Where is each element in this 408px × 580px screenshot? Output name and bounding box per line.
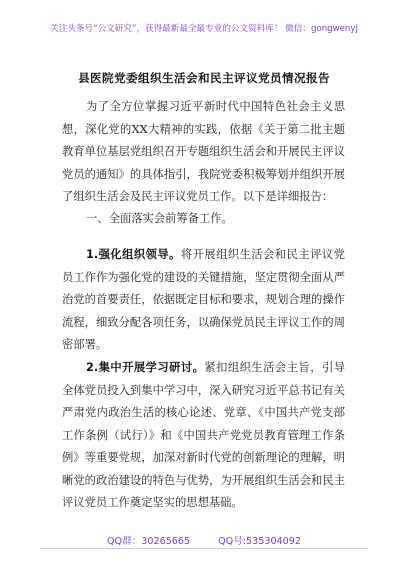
item-1-text: 将开展组织生活会和民主评议党员工作作为强化党的建设的关键措施，坚定贯彻全面从严治党的首要责任，依据既定目标和要求，规划合理的操作流程，细致分配各项任务，以确保党员民主评议工作的周密部署。 xyxy=(62,248,345,351)
section-heading: 一、全面落实会前筹备工作。 xyxy=(86,212,233,225)
item-2-text: 紧扣组织生活会主旨，引导全体党员投入到集中学习中，深入研究习近平总书记有关严肃党内政治生活的核心论述、党章、《中国共产党支部工作条例（试行）》和《中国共产党党员教育管理工作条例》等重要党规，加深对新时代党的创新理论的理解，明晰党的政治建设的特色与优势，为开展组织生活会和民主评议党员工作奠定坚实的思想基础。 xyxy=(62,361,345,509)
page-footer xyxy=(0,533,408,547)
document-title: 县医院党委组织生活会和民主评议党员情况报告 xyxy=(78,71,330,85)
item-2-lead: 2.集中开展学习研讨。 xyxy=(86,361,205,374)
item-1-paragraph xyxy=(62,244,345,357)
item-2-paragraph xyxy=(62,357,345,515)
header-banner: 关注头条号“公文研究”，获得最新最全最专业的公文资料库！ 微信：gongwenyj xyxy=(50,24,358,34)
item-1-lead: 1.强化组织领导。 xyxy=(86,248,181,261)
footer-divider xyxy=(40,548,368,549)
footer-qq-number: QQ号:535304092 xyxy=(218,536,301,547)
intro-paragraph: 为了全方位掌握习近平新时代中国特色社会主义思想，深化党的XX大精神的实践，依据《关于第二批主题教育单位基层党组织召开专题组织生活会和开展民主评议党员的通知》的具体指引，我院党委积极筹划并组织开展了组织生活会及民主评议党员工作。以下是详细报告： xyxy=(62,100,345,203)
footer-qq-group: QQ群：30265665 xyxy=(107,536,191,547)
